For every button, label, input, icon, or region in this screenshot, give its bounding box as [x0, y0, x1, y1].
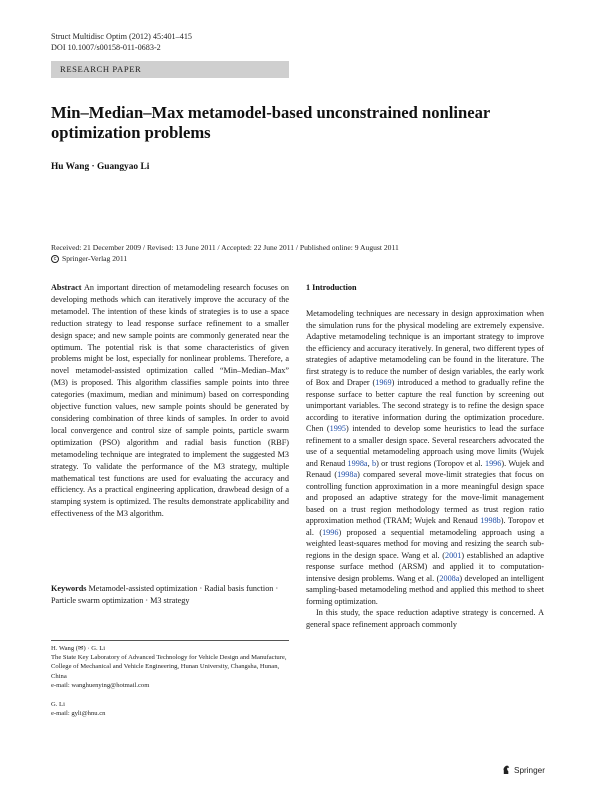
section-heading-introduction: 1 Introduction — [306, 283, 357, 292]
article-type-label: RESEARCH PAPER — [60, 64, 142, 74]
keywords-text: Metamodel-assisted optimization · Radial basis function · Particle swarm optimization · M3 strategy — [51, 584, 279, 605]
abstract-label: Abstract — [51, 283, 82, 292]
citation-link[interactable]: 1996 — [484, 458, 502, 468]
copyright-icon: c — [51, 255, 59, 263]
affiliation-divider — [51, 640, 289, 641]
article-title: Min–Median–Max metamodel-based unconstrained nonlinear optimization problems — [51, 103, 490, 142]
citation-link[interactable]: 1998a — [337, 470, 358, 479]
citation-link[interactable]: 2001 — [444, 550, 462, 560]
copyright-text: Springer-Verlag 2011 — [62, 254, 128, 263]
keywords — [51, 583, 289, 607]
intro-paragraph-1: Metamodeling techniques are necessary in design approximation when the simulation runs for the physical modeling are extremely expensive. Adaptive metamodeling technique is an important strategy to improve the efficiency and accuracy iteratively. In general, two different types of strategies of adaptive metamodeling can be found in the literature. The first strategy is to reduce the number of design variables, the early work of Box and Draper (1969) introduced a method to gradually refine the response surface to better capture the real function by screening out unimportant variables. The second strategy is to refine the design space according to iterative information during the optimization procedure. Chen (1995) intended to develop some heuristics to lead the surface refinement to a smaller design space. Several researchers advocated the use of a sequential metamodeling approach using move limits (Wujek and Renaud 1998a, b) or trust regions (Toropov et al. 1996). Wujek and Renaud (1998a) compared several move-limit strategies that focus on controlling function approximation in a more meaningful design space and proposed an adaptive strategy for the move-limit management based on a trust region methodology termed as trust region ratio approximation method (TRAM; Wujek and Renaud 1998b). Toropov et al. (1996) proposed a sequential metamodeling approach using a weighted least-squares method for moving and resizing the search sub-regions in the design space. Wang et al. (2001) established an adaptive response surface method (ARSM) and applied it to computation-intensive design problems. Wang et al. (2008a) developed an intelligent sampling-based metamodeling method and applied this method to sheet forming optimization. — [306, 309, 545, 606]
publication-history: Received: 21 December 2009 / Revised: 13 June 2011 / Accepted: 22 June 2011 / Published online: 9 August 2011 — [51, 243, 399, 252]
email-wang[interactable]: e-mail: wanghuenying@hotmail.com — [51, 681, 150, 689]
publisher-name: Springer — [514, 765, 545, 775]
journal-citation: Struct Multidisc Optim (2012) 45:401–415 — [51, 32, 193, 41]
publisher-mark — [502, 765, 545, 775]
citation-link[interactable]: 1969 — [375, 378, 392, 387]
citation-link[interactable]: 2008a — [439, 573, 460, 583]
abstract — [51, 282, 289, 520]
journal-header — [51, 31, 192, 53]
email-li[interactable]: e-mail: gyli@hnu.cn — [51, 710, 106, 718]
author-li: G. Li — [51, 701, 65, 708]
corresponding-authors: H. Wang (✉) · G. Li — [51, 645, 106, 652]
institution: The State Key Laboratory of Advanced Technology for Vehicle Design and Manufacture, College of Mechanical and Vehicle Engineering, Hunan University, Changsha, Hunan, China — [51, 654, 287, 680]
copyright-line — [51, 254, 127, 263]
intro-paragraph-2: In this study, the space reduction adaptive strategy is concerned. A general space refinement approach commonly — [306, 608, 544, 629]
citation-link[interactable]: b — [371, 458, 377, 468]
springer-horse-icon — [502, 765, 511, 775]
citation-link[interactable]: 1998b — [480, 516, 501, 525]
introduction-body — [306, 308, 544, 630]
affiliation-block — [51, 644, 289, 690]
doi-link[interactable]: DOI 10.1007/s00158-011-0683-2 — [51, 43, 161, 52]
affiliation-block-2 — [51, 700, 289, 718]
citation-link[interactable]: 1998a — [347, 458, 368, 468]
author-list: Hu Wang · Guangyao Li — [51, 162, 150, 172]
article-type-band — [51, 61, 289, 78]
citation-link[interactable]: 1996 — [322, 527, 339, 537]
keywords-label: Keywords — [51, 584, 87, 593]
citation-link[interactable]: 1995 — [329, 424, 346, 433]
abstract-text: An important direction of metamodeling research focuses on developing methods which can iteratively improve the accuracy of the metamodel. The intention of these kinds of strategies is to use a space reduction strategy to lead response surface refinement to a smaller design space; and new sample points are commonly generated near the optimum. The potential risk is that some characteristics of given problems might be lost, especially for nonlinear problems. Therefore, a novel metamodel-assisted optimization called “Min–Median–Max” (M3) is proposed. This algorithm classifies sample points into three categories (maximum, median and minimum) based on corresponding objective function values, new sample points should be generated by considering combination of three kinds of samples. In order to avoid local convergence and control size of sample points, particle swarm optimization (PSO) algorithm and radial basis function (RBF) metamodeling technique are integrated to implement the suggested M3 strategy. To validate the performance of the M3 strategy, multiple mathematical test functions are used for evaluating the accuracy and efficiency. As a practical engineering application, drawbead design of a stamping system is optimized. The results demonstrate applicability and effectiveness of the M3 algorithm. — [51, 283, 289, 519]
